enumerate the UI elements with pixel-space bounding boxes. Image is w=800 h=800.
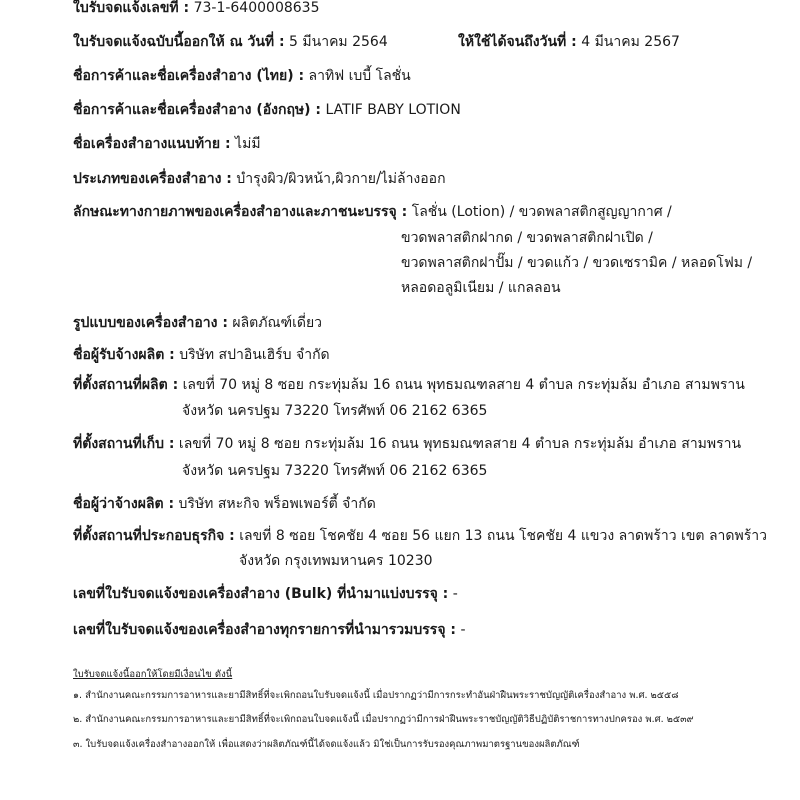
business-site-line-1: เลขที่ 8 ซอย โชคชัย 4 ซอย 56 แยก 13 ถนน โชคชัย 4 แขวง ลาดพร้าว เขต ลาดพร้าว: [239, 528, 767, 544]
manufacturing-site-label: ที่ตั้งสถานที่ผลิต :: [73, 377, 179, 393]
attached-name-label: ชื่อเครื่องสำอางแนบท้าย :: [73, 136, 231, 152]
bulk-notification-value: -: [452, 586, 458, 602]
business-site-label: ที่ตั้งสถานที่ประกอบธุรกิจ :: [73, 528, 235, 544]
physical-characteristics-line-4: หลอดอลูมิเนียม / แกลลอน: [401, 280, 561, 296]
business-site-line-2: จังหวัด กรุงเทพมหานคร 10230: [239, 553, 433, 569]
trade-name-english-value: LATIF BABY LOTION: [325, 102, 461, 118]
attached-name-value: ไม่มี: [235, 136, 261, 152]
notification-number-value: 73-1-6400008635: [193, 0, 320, 16]
trade-name-english-row: [73, 100, 461, 120]
category-row: [73, 169, 446, 189]
hirer-label: ชื่อผู้ว่าจ้างผลิต :: [73, 496, 175, 512]
hirer-value: บริษัท สหะกิจ พร็อพเพอร์ตี้ จำกัด: [178, 496, 376, 512]
physical-characteristics-line-1: โลชั่น (Lotion) / ขวดพลาสติกสูญญากาศ /: [411, 204, 672, 220]
issue-date-value: 5 มีนาคม 2564: [289, 34, 388, 50]
condition-item-3: ๓. ใบรับจดแจ้งเครื่องสำอางออกให้ เพื่อแสดงว่าผลิตภัณฑ์นี้ได้จดแจ้งแล้ว มิใช่เป็นการรับรองคุณภาพมาตรฐานของผลิตภัณฑ์: [73, 739, 580, 750]
category-label: ประเภทของเครื่องสำอาง :: [73, 171, 232, 187]
physical-characteristics-label: ลักษณะทางกายภาพของเครื่องสำอางและภาชนะบรรจุ :: [73, 204, 408, 220]
physical-characteristics-line-3: ขวดพลาสติกฝาปั๊ม / ขวดแก้ว / ขวดเซรามิค / หลอดโฟม /: [401, 255, 753, 271]
valid-until-label: ให้ใช้ได้จนถึงวันที่ :: [458, 34, 577, 50]
trade-name-english-label: ชื่อการค้าและชื่อเครื่องสำอาง (อังกฤษ) :: [73, 102, 322, 118]
physical-characteristics-row: [73, 202, 672, 222]
storage-site-row: [73, 434, 741, 454]
issue-date-label: ใบรับจดแจ้งฉบับนี้ออกให้ ณ วันที่ :: [73, 34, 285, 50]
hirer-row: [73, 494, 376, 514]
cosmetic-form-row: [73, 313, 322, 333]
bulk-notification-row: [73, 584, 458, 604]
condition-item-2: ๒. สำนักงานคณะกรรมการอาหารและยามีสิทธิ์ที่จะเพิกถอนใบจดแจ้งนี้ เมื่อปรากฏว่ามีการฝ่าฝืนพระราชบัญญัติวิธีปฏิบัติราชการทางปกครอง พ.ศ. ๒๕๓๙: [73, 714, 694, 725]
contract-manufacturer-row: [73, 345, 330, 365]
business-site-row: [73, 526, 767, 546]
manufacturing-site-line-1: เลขที่ 70 หมู่ 8 ซอย กระทุ่มล้ม 16 ถนน พุทธมณฑลสาย 4 ตำบล กระทุ่มล้ม อำเภอ สามพราน: [182, 377, 745, 393]
conditions-title: ใบรับจดแจ้งนี้ออกให้โดยมีเงื่อนไข ดังนี้: [73, 669, 233, 680]
kit-notification-label: เลขที่ใบรับจดแจ้งของเครื่องสำอางทุกรายการที่นำมารวมบรรจุ :: [73, 622, 456, 638]
cosmetic-form-value: ผลิตภัณฑ์เดี่ยว: [232, 315, 323, 331]
issue-date-row: [73, 32, 388, 52]
contract-manufacturer-label: ชื่อผู้รับจ้างผลิต :: [73, 347, 175, 363]
category-value: บำรุงผิว/ผิวหน้า,ผิวกาย/ไม่ล้างออก: [236, 171, 446, 187]
kit-notification-row: [73, 620, 466, 640]
trade-name-thai-label: ชื่อการค้าและชื่อเครื่องสำอาง (ไทย) :: [73, 68, 305, 84]
attached-name-row: [73, 134, 261, 154]
storage-site-line-1: เลขที่ 70 หมู่ 8 ซอย กระทุ่มล้ม 16 ถนน พุทธมณฑลสาย 4 ตำบล กระทุ่มล้ม อำเภอ สามพราน: [178, 436, 742, 452]
trade-name-thai-value: ลาทิฟ เบบี้ โลชั่น: [308, 68, 411, 84]
condition-item-1: ๑. สำนักงานคณะกรรมการอาหารและยามีสิทธิ์ที่จะเพิกถอนใบรับจดแจ้งนี้ เมื่อปรากฏว่ามีการกระทำอันฝ่าฝืนพระราชบัญญัติเครื่องสำอาง พ.ศ. ๒๕๕๘: [73, 690, 679, 701]
manufacturing-site-line-2: จังหวัด นครปฐม 73220 โทรศัพท์ 06 2162 6365: [182, 403, 488, 419]
bulk-notification-label: เลขที่ใบรับจดแจ้งของเครื่องสำอาง (Bulk) ที่นำมาแบ่งบรรจุ :: [73, 586, 449, 602]
storage-site-label: ที่ตั้งสถานที่เก็บ :: [73, 436, 175, 452]
valid-until-row: [458, 32, 680, 52]
notification-number-row: [73, 0, 319, 18]
contract-manufacturer-value: บริษัท สปาอินเฮิร์บ จำกัด: [179, 347, 330, 363]
storage-site-line-2: จังหวัด นครปฐม 73220 โทรศัพท์ 06 2162 6365: [182, 463, 488, 479]
valid-until-value: 4 มีนาคม 2567: [581, 34, 680, 50]
physical-characteristics-line-2: ขวดพลาสติกฝากด / ขวดพลาสติกฝาเปิด /: [401, 230, 653, 246]
cosmetic-form-label: รูปแบบของเครื่องสำอาง :: [73, 315, 228, 331]
kit-notification-value: -: [460, 622, 466, 638]
manufacturing-site-row: [73, 375, 745, 395]
trade-name-thai-row: [73, 66, 411, 86]
notification-number-label: ใบรับจดแจ้งเลขที่ :: [73, 0, 190, 16]
